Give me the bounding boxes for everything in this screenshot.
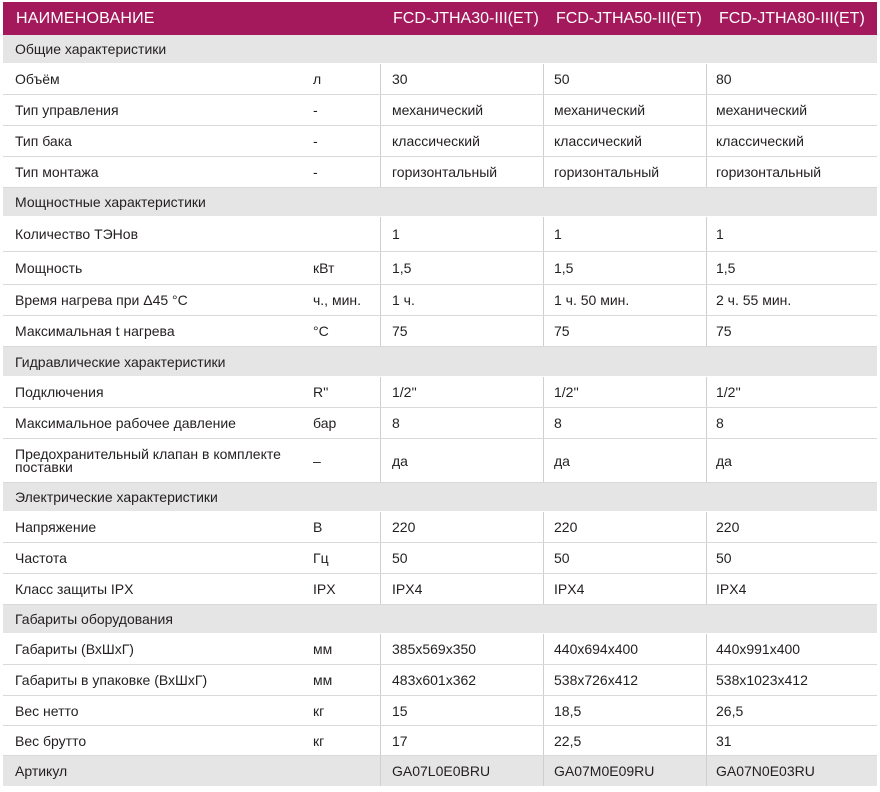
param-value: горизонтальный xyxy=(543,157,706,187)
param-value: 18,5 xyxy=(543,696,706,725)
param-value: 8 xyxy=(543,408,706,438)
param-value: 1 xyxy=(706,217,877,251)
param-value: классический xyxy=(380,126,543,156)
param-value: 8 xyxy=(706,408,877,438)
param-name: Тип монтажа xyxy=(15,164,99,180)
table-row xyxy=(3,634,877,665)
param-value: 440x991x400 xyxy=(706,634,877,664)
param-name: Подключения xyxy=(15,384,104,400)
param-value: 75 xyxy=(706,316,877,346)
table-row xyxy=(3,574,877,605)
param-value: 1,5 xyxy=(543,252,706,284)
param-name: Габариты (ВхШхГ) xyxy=(15,641,134,657)
param-name: Максимальная t нагрева xyxy=(15,323,175,339)
param-value: классический xyxy=(706,126,877,156)
param-value: 50 xyxy=(380,543,543,573)
table-row xyxy=(3,377,877,408)
table-row xyxy=(3,696,877,726)
table-header xyxy=(3,2,877,35)
param-value: 22,5 xyxy=(543,726,706,755)
param-value: 15 xyxy=(380,696,543,725)
param-name: Количество ТЭНов xyxy=(15,226,139,242)
spec-table xyxy=(3,2,877,786)
param-unit: ч., мин. xyxy=(313,292,362,308)
header-model-1: FCD-JTHA30-III(ET) xyxy=(393,9,539,27)
param-unit: – xyxy=(313,452,321,469)
article-row xyxy=(3,756,877,786)
param-value: 538x726x412 xyxy=(543,665,706,695)
header-model-3: FCD-JTHA80-III(ET) xyxy=(719,9,865,27)
param-value: 30 xyxy=(380,64,543,94)
param-value: 8 xyxy=(380,408,543,438)
param-name: Время нагрева при Δ45 °С xyxy=(15,292,188,308)
param-value: 1/2'' xyxy=(706,377,877,407)
param-value: механический xyxy=(706,95,877,125)
param-value: механический xyxy=(380,95,543,125)
param-value: 26,5 xyxy=(706,696,877,725)
header-name: НАИМЕНОВАНИЕ xyxy=(16,9,155,27)
param-name: Мощность xyxy=(15,260,83,276)
param-unit: R'' xyxy=(313,384,329,400)
param-unit: кВт xyxy=(313,260,335,276)
param-value: 50 xyxy=(543,64,706,94)
param-value: 50 xyxy=(543,543,706,573)
param-unit: бар xyxy=(313,415,337,431)
param-value: IPX4 xyxy=(543,574,706,604)
param-unit: кг xyxy=(313,702,325,719)
param-name: Тип бака xyxy=(15,133,72,149)
param-value: да xyxy=(706,439,877,482)
table-row xyxy=(3,408,877,439)
table-row xyxy=(3,64,877,95)
param-value: 1 xyxy=(543,217,706,251)
param-unit: В xyxy=(313,519,323,535)
param-value: 17 xyxy=(380,726,543,755)
param-unit: - xyxy=(313,102,318,118)
table-row xyxy=(3,217,877,252)
param-unit: кг xyxy=(313,732,325,749)
param-name: Вес брутто xyxy=(15,732,87,749)
section-header: Общие характеристики xyxy=(3,35,877,64)
table-row xyxy=(3,126,877,157)
param-value: да xyxy=(543,439,706,482)
param-value: 1,5 xyxy=(380,252,543,284)
section-header: Мощностные характеристики xyxy=(3,188,877,217)
header-model-2: FCD-JTHA50-III(ET) xyxy=(556,9,702,27)
param-value: горизонтальный xyxy=(380,157,543,187)
param-value: 1 xyxy=(380,217,543,251)
param-value: 385x569x350 xyxy=(380,634,543,664)
param-value: горизонтальный xyxy=(706,157,877,187)
param-name: Класс защиты IPX xyxy=(15,581,134,597)
section-header: Гидравлические характеристики xyxy=(3,347,877,377)
param-value: 75 xyxy=(380,316,543,346)
table-row xyxy=(3,252,877,285)
param-unit: - xyxy=(313,133,318,149)
param-value: 538x1023x412 xyxy=(706,665,877,695)
param-name: Артикул xyxy=(15,763,68,779)
param-value: IPX4 xyxy=(380,574,543,604)
table-row xyxy=(3,95,877,126)
param-value: 1,5 xyxy=(706,252,877,284)
table-row xyxy=(3,665,877,696)
param-name: Частота xyxy=(15,550,67,566)
section-header: Габариты оборудования xyxy=(3,605,877,634)
param-unit xyxy=(300,756,380,786)
param-name: Объём xyxy=(15,71,60,87)
table-row xyxy=(3,512,877,543)
param-name: Тип управления xyxy=(15,102,119,118)
param-value: 80 xyxy=(706,64,877,94)
param-value: классический xyxy=(543,126,706,156)
param-value: 220 xyxy=(706,512,877,542)
param-name: Напряжение xyxy=(15,519,97,535)
param-name: Предохранительный клапан в комплекте поставки xyxy=(15,445,281,475)
table-row xyxy=(3,726,877,756)
param-unit xyxy=(300,217,380,251)
table-row xyxy=(3,285,877,316)
param-unit: мм xyxy=(313,641,333,657)
param-value: механический xyxy=(543,95,706,125)
param-value: 220 xyxy=(380,512,543,542)
param-name: Максимальное рабочее давление xyxy=(15,415,236,431)
param-value: 75 xyxy=(543,316,706,346)
param-value: 2 ч. 55 мин. xyxy=(706,285,877,315)
param-value: IPX4 xyxy=(706,574,877,604)
header-unit xyxy=(300,2,380,35)
table-row xyxy=(3,439,877,483)
article-value: GA07M0E09RU xyxy=(543,756,706,786)
param-value: 50 xyxy=(706,543,877,573)
table-body xyxy=(3,35,877,786)
param-unit: IPX xyxy=(313,581,336,597)
article-value: GA07N0E03RU xyxy=(706,756,877,786)
param-unit: °С xyxy=(313,323,329,339)
param-name: Вес нетто xyxy=(15,702,79,719)
param-value: 31 xyxy=(706,726,877,755)
param-value: 1 ч. xyxy=(380,285,543,315)
param-value: 483x601x362 xyxy=(380,665,543,695)
param-value: 1/2'' xyxy=(380,377,543,407)
param-unit: л xyxy=(313,71,322,87)
article-value: GA07L0E0BRU xyxy=(380,756,543,786)
param-value: 440x694x400 xyxy=(543,634,706,664)
section-header: Электрические характеристики xyxy=(3,483,877,512)
param-value: да xyxy=(380,439,543,482)
param-name: Габариты в упаковке (ВхШхГ) xyxy=(15,672,208,688)
param-value: 220 xyxy=(543,512,706,542)
table-row xyxy=(3,316,877,347)
table-row xyxy=(3,157,877,188)
param-unit: - xyxy=(313,164,318,180)
param-value: 1 ч. 50 мин. xyxy=(543,285,706,315)
table-row xyxy=(3,543,877,574)
param-unit: Гц xyxy=(313,550,329,566)
param-unit: мм xyxy=(313,672,333,688)
param-value: 1/2'' xyxy=(543,377,706,407)
